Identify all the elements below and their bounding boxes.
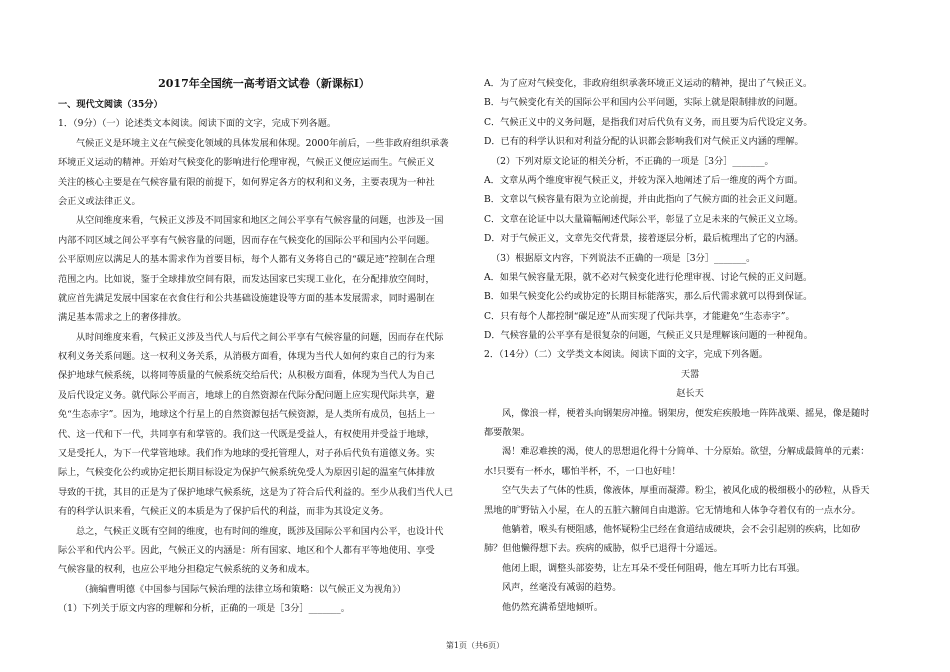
story-line: 他闭上眼，调整头部姿势，让左耳朵不受任何阻碍，他左耳听力比右耳强。: [502, 562, 806, 574]
story-line: 黑地的旷野钻入小屋，在人的五脏六腑间自由遨游。它无情地和人体争夺着仅有的一点水分。: [484, 504, 861, 516]
passage-line: 保护地球气候系统，以将同等质量的气候系统交给后代；从积极方面看，体现为当代人为自己: [58, 370, 435, 382]
passage-line: 满足基本需求之上的奢侈排放。: [58, 312, 187, 324]
answer-option: C．文章在论证中以大量篇幅阐述代际公平，彰显了立足未来的气候正义立场。: [484, 213, 804, 225]
passage-line: 就应首先满足发展中国家在衣食住行和公共基础设施建设等方面的基本发展需求，同时遏制在: [58, 292, 435, 304]
passage-line: 气候容量的权利，也应公平地分担稳定气候系统的义务和成本。: [58, 564, 316, 576]
question-1-2-stem: （2）下列对原文论证的相关分析，不正确的一项是［3分］_______。: [491, 155, 774, 167]
left-column: [58, 74, 470, 619]
answer-option: B．如果气候变化公约或协定的长期目标能落实，那么后代需求就可以得到保证。: [484, 291, 813, 303]
story-title: 天嚣: [680, 368, 700, 380]
story-line: 他仍然充满希望地倾听。: [502, 601, 604, 613]
story-line: 风，像浪一样，梗着头向钢架房冲撞。钢架房，便发疟疾般地一阵阵战栗、摇晃，像是随时: [502, 407, 870, 419]
passage-line: 代、这一代和下一代，共同享有和掌管的。我们这一代既是受益人，有权使用并受益于地球，: [58, 428, 435, 440]
passage-line: 从空间维度来看，气候正义涉及不同国家和地区之间公平享有气候容量的问题，也涉及一国: [76, 215, 444, 227]
answer-option: D．对于气候正义，文章先交代背景，接着逐层分析，最后梳理出了它的内涵。: [484, 233, 804, 245]
story-line: 风声，丝毫没有减弱的趋势。: [502, 582, 622, 594]
story-author: 赵长天: [676, 388, 704, 400]
story-line: 肺？但他懒得想下去。疾病的威胁，似乎已退得十分遥远。: [484, 543, 723, 555]
question-1-stem: 1．（9分）（一）论述类文本阅读。阅读下面的文字，完成下列各题。: [58, 118, 337, 130]
story-line: 水!只要有一杯水，哪怕半杯，不，一口也好哇！: [484, 465, 681, 477]
answer-option: C．气候正义中的义务问题，是指我们对后代负有义务，而且要为后代设定义务。: [484, 116, 813, 128]
passage-line: 又是受托人，为下一代掌管地球。我们作为地球的受托管理人，对子孙后代负有道德义务。实: [58, 448, 435, 460]
answer-option: B．文章以气候容量有限为立论前提，并由此指向了气候方面的社会正义问题。: [484, 194, 804, 206]
passage-line: 及后代设定义务。就代际公平而言，地球上的自然资源在代际分配问题上应实现代际共享，避: [58, 389, 435, 401]
question-1-1-stem: （1）下列关于原文内容的理解和分析，正确的一项是［3分］_______。: [58, 603, 350, 615]
answer-option: A．为了应对气候变化，非政府组织承袭环境正义运动的精神，提出了气候正义。: [484, 78, 813, 89]
story-line: 他躺着，喉头有梗阻感，他怀疑粉尘已经在食道结成硬块，会不会引起别的疾病，比如矽: [502, 523, 861, 535]
passage-line: 公平原则应以满足人的基本需求作为首要目标，每个人都有义务将自己的“碳足迹”控制在合理: [58, 254, 435, 266]
answer-option: D．气候容量的公平享有是很复杂的问题，气候正义只是理解该问题的一种视角。: [484, 330, 813, 342]
story-line: 空气失去了气体的性质，像液体，厚重而凝滞。粉尘，被风化成的极细极小的砂粒，从昏天: [502, 485, 870, 497]
section-heading: 一、现代文阅读（35分）: [58, 99, 163, 110]
page-footer: 第1页（共6页）: [445, 641, 505, 650]
passage-line: 有的科学认识来看，气候正义的本质是为了保护后代的利益，而非为其设定义务。: [58, 506, 389, 518]
answer-option: A．文章从两个维度审视气候正义，并较为深入地阐述了后一维度的两个方面。: [484, 174, 804, 186]
answer-option: D．已有的科学认识和对利益分配的认识都会影响我们对气候正义内涵的理解。: [484, 136, 804, 148]
question-2-stem: 2．（14分）（二）文学类文本阅读。阅读下面的文字，完成下列各题。: [484, 349, 768, 361]
answer-option: C．只有每个人都控制“碳足迹”从而实现了代际共享，才能避免“生态赤字”。: [484, 310, 795, 322]
passage-source: （摘编曹明德《中国参与国际气候治理的法律立场和策略：以气候正义为视角》）: [79, 583, 406, 595]
passage-line: 免“生态赤字”。因为，地球这个行星上的自然资源包括气候资源，是人类所有成员，包括上一: [58, 409, 435, 421]
passage-line: 内部不同区域之间公平享有气候容量的问题，因而存在气候变化的国际公平和国内公平问题。: [58, 234, 435, 246]
passage-line: 气候正义是环境主义在气候变化领域的具体发展和体现。2000年前后，一些非政府组织承袭: [76, 137, 449, 149]
question-1-3-stem: （3）根据原文内容，下列说法不正确的一项是［3分］_______。: [491, 252, 756, 264]
passage-line: 际公平和代内公平。因此，气候正义的内涵是：所有国家、地区和个人都有平等地使用、享受: [58, 544, 435, 556]
passage-line: 权利义务关系问题。这一权利义务关系，从消极方面看，体现为当代人如何约束自己的行为来: [58, 351, 435, 363]
answer-option: B．与气候变化有关的国际公平和国内公平问题，实际上就是限制排放的问题。: [484, 97, 804, 109]
passage-line: 关注的核心主要是在气候容量有限的前提下，如何界定各方的权利和义务，主要表现为一种社: [58, 176, 435, 188]
page-title: 2017年全国统一高考语文试卷（新课标Ⅰ）: [158, 77, 370, 90]
passage-line: 会正义或法律正义。: [58, 195, 141, 207]
story-line: 都要散架。: [484, 427, 530, 439]
answer-option: A．如果气候容量无限，就不必对气候变化进行伦理审视、讨论气候的正义问题。: [484, 271, 813, 283]
passage-line: 总之，气候正义既有空间的维度，也有时间的维度，既涉及国际公平和国内公平，也设计代: [76, 525, 444, 537]
right-column: [484, 74, 896, 617]
passage-line: 环境正义运动的精神。开始对气候变化的影响进行伦理审视，气候正义便应运而生。气候正义: [58, 157, 435, 169]
passage-line: 从时间维度来看，气候正义涉及当代人与后代之间公平享有气候容量的问题，因而存在代际: [76, 331, 444, 343]
passage-line: 际上，气候变化公约或协定把长期目标设定为保护气候系统免受人为原因引起的温室气体排放: [58, 467, 435, 479]
passage-line: 导致的干扰，其目的正是为了保护地球气候系统，这是为了符合后代利益的。至少从我们当代人已: [58, 486, 454, 498]
passage-line: 范围之内。比如说，鉴于全球排放空间有限，而发达国家已实现工业化，在分配排放空间时，: [58, 273, 435, 285]
story-line: 渴！难忍难挨的渴，使人的思想退化得十分简单、十分原始。欲望，分解成最简单的元素：: [502, 446, 870, 458]
